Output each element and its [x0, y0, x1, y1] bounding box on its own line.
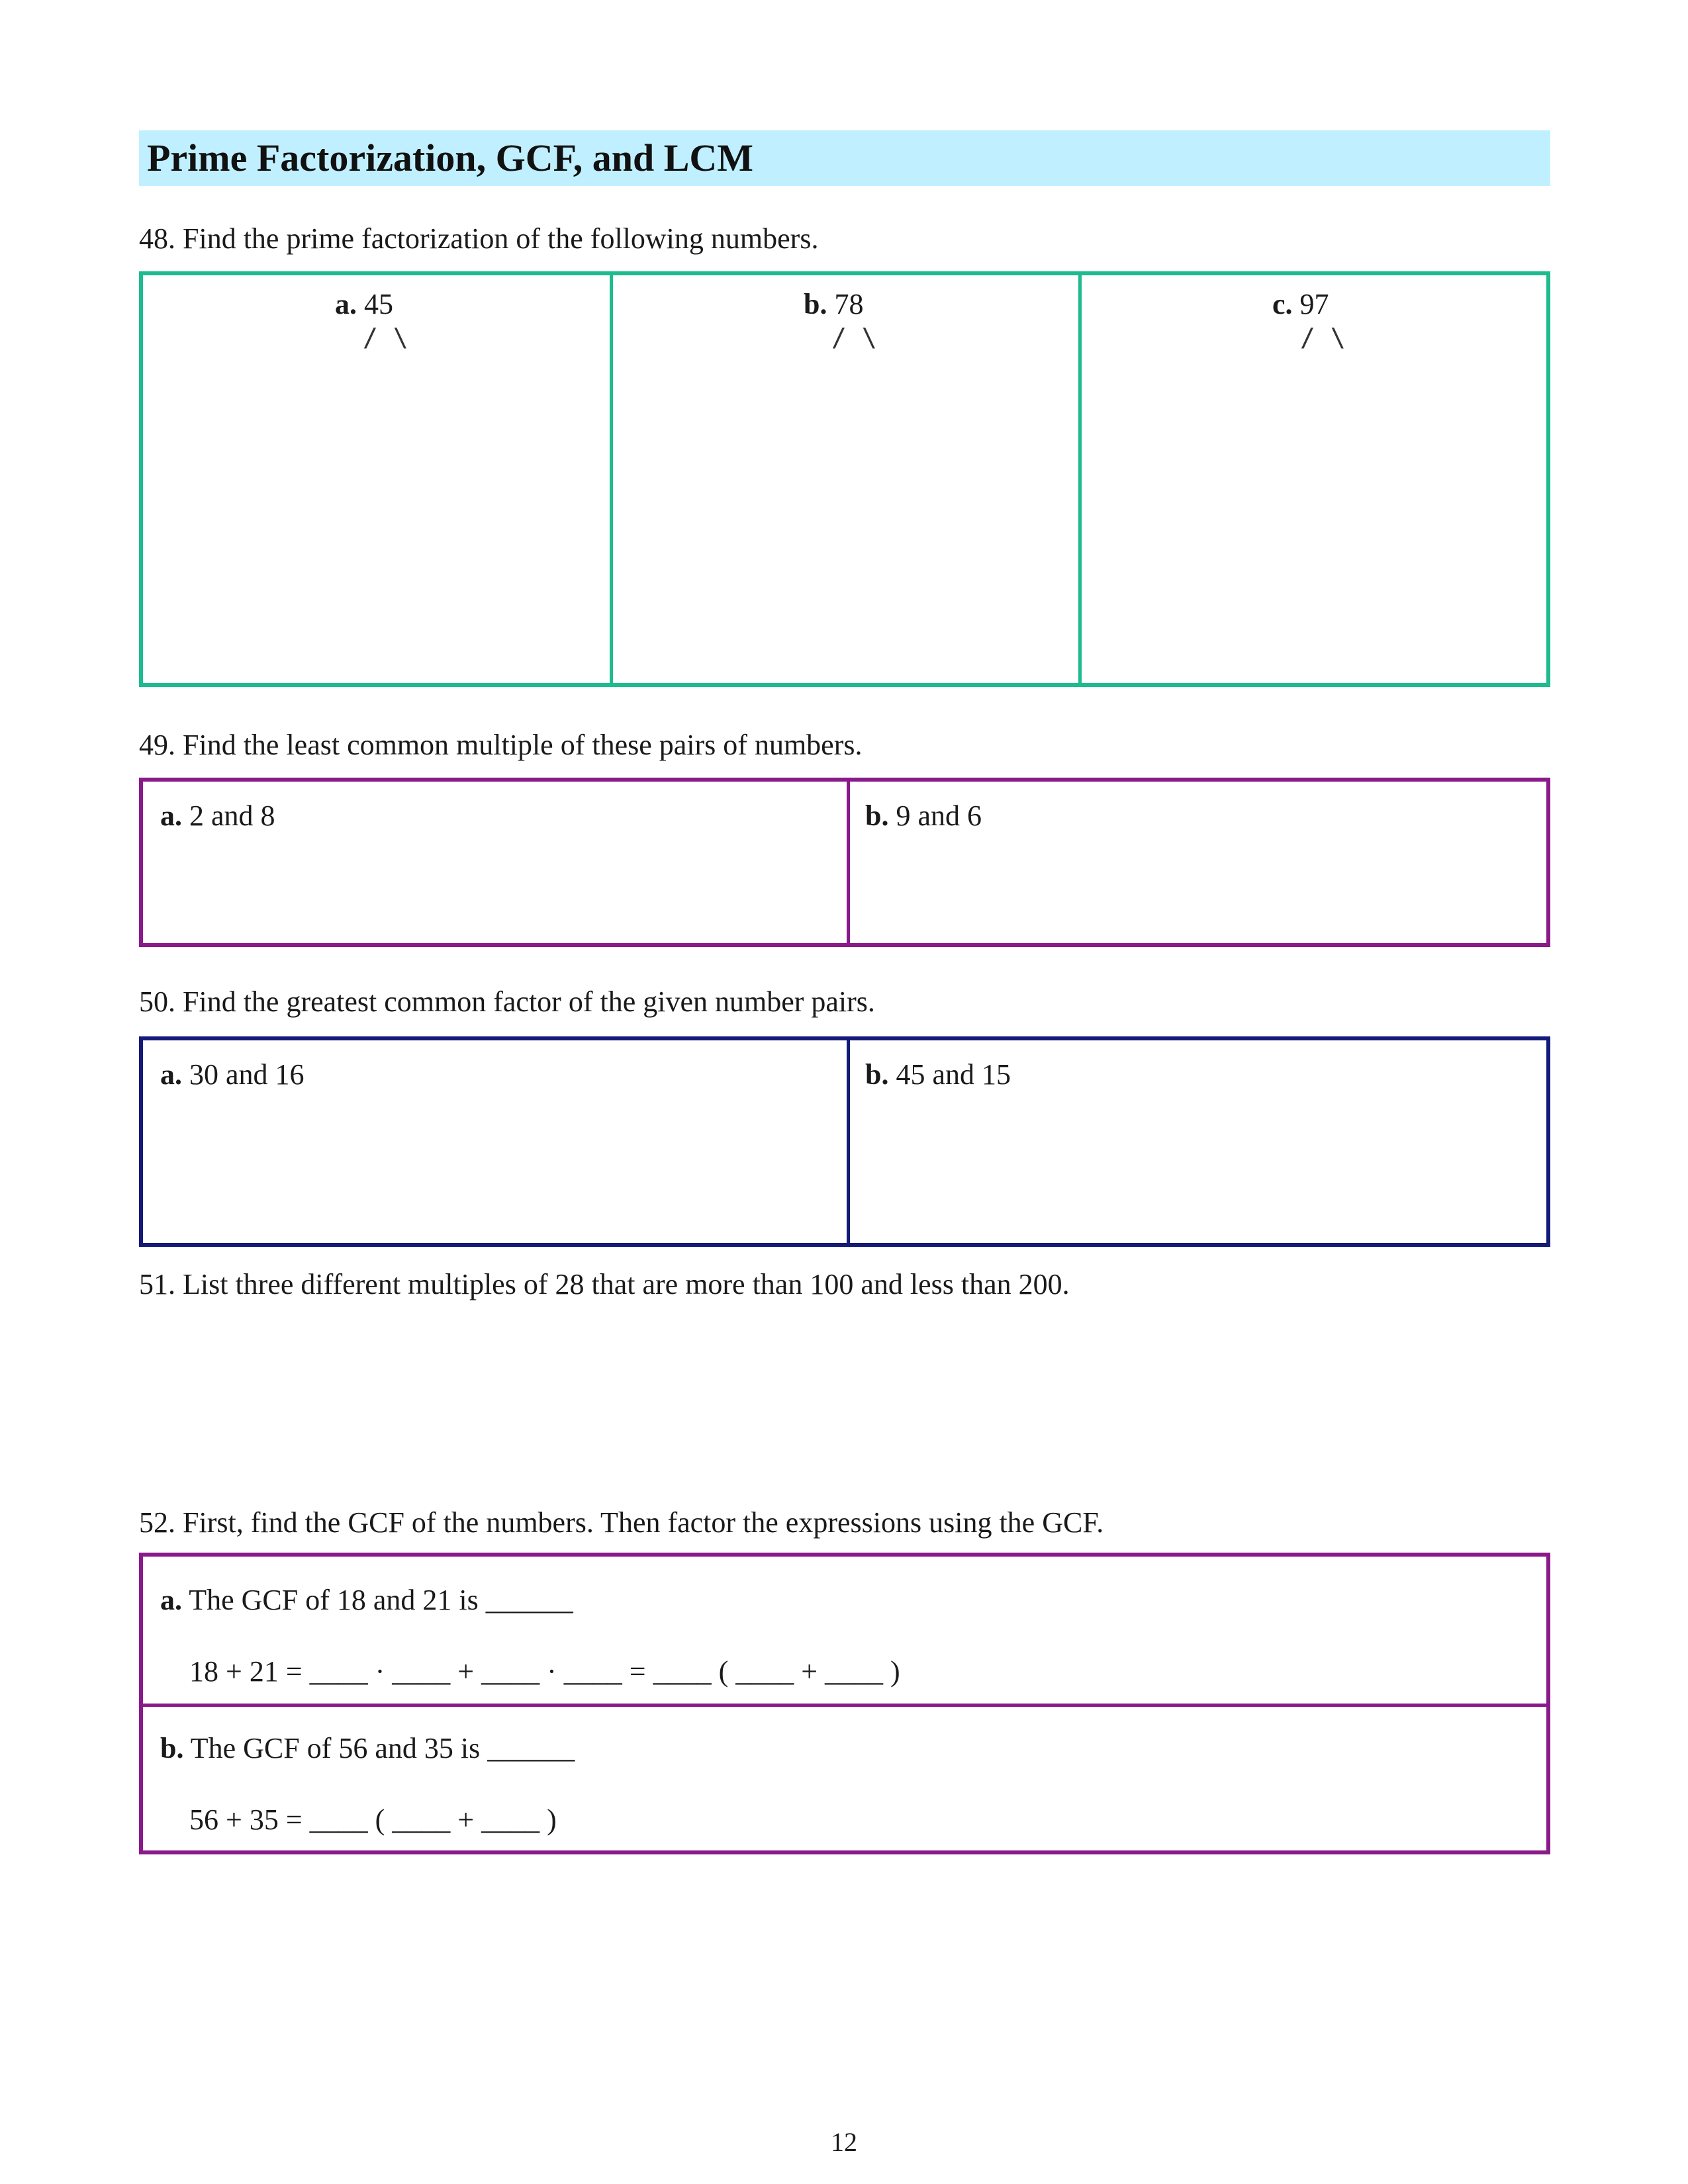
- item-letter: b.: [865, 799, 889, 832]
- item-letter: a.: [335, 288, 357, 320]
- factor-tree-branch: / \: [831, 323, 877, 352]
- item-text: 2 and 8: [189, 799, 275, 832]
- q48-prompt: 48. Find the prime factorization of the following numbers.: [139, 222, 819, 255]
- factor-tree-branch: / \: [1300, 323, 1346, 352]
- q52-prompt: 52. First, find the GCF of the numbers. Then factor the expressions using the GCF.: [139, 1506, 1104, 1539]
- item-text: 30 and 16: [189, 1058, 305, 1091]
- q49-divider: [847, 782, 850, 943]
- q50-item-b: [865, 1058, 1011, 1092]
- item-number: 97: [1299, 288, 1329, 320]
- q48-item-b: [804, 287, 863, 322]
- item-letter: a.: [160, 1058, 182, 1091]
- item-text: The GCF of 18 and 21 is ______: [189, 1584, 573, 1616]
- q52-item-b: [160, 1731, 575, 1766]
- q48-answer-box: [139, 271, 1550, 687]
- item-number: 45: [364, 288, 393, 320]
- section-title-bar: [139, 130, 1550, 186]
- q52-answer-box: [139, 1553, 1550, 1854]
- q50-divider: [847, 1040, 850, 1243]
- q52-expression-b: 56 + 35 = ____ ( ____ + ____ ): [189, 1803, 557, 1836]
- item-text: The GCF of 56 and 35 is ______: [190, 1732, 575, 1764]
- item-number: 78: [834, 288, 864, 320]
- factor-tree-branch: / \: [363, 323, 408, 352]
- item-letter: a.: [160, 1584, 182, 1616]
- q49-item-a: [160, 799, 275, 833]
- page-number: 12: [831, 2127, 857, 2157]
- q50-item-a: [160, 1058, 305, 1092]
- q48-divider: [610, 275, 613, 683]
- q52-item-a: [160, 1583, 573, 1617]
- q52-divider: [143, 1704, 1546, 1707]
- item-letter: a.: [160, 799, 182, 832]
- q49-answer-box: [139, 778, 1550, 947]
- item-letter: b.: [160, 1732, 184, 1764]
- item-letter: c.: [1272, 288, 1293, 320]
- q51-prompt: 51. List three different multiples of 28 that are more than 100 and less than 200.: [139, 1268, 1070, 1300]
- q50-prompt: 50. Find the greatest common factor of the given number pairs.: [139, 985, 875, 1018]
- q48-item-a: [335, 287, 393, 322]
- q48-item-c: [1272, 287, 1329, 322]
- item-text: 9 and 6: [896, 799, 982, 832]
- item-letter: b.: [865, 1058, 889, 1091]
- page-title: Prime Factorization, GCF, and LCM: [147, 136, 754, 179]
- q48-divider: [1078, 275, 1082, 683]
- item-letter: b.: [804, 288, 827, 320]
- q49-prompt: 49. Find the least common multiple of these pairs of numbers.: [139, 729, 863, 761]
- item-text: 45 and 15: [896, 1058, 1011, 1091]
- q49-item-b: [865, 799, 982, 833]
- q50-answer-box: [139, 1036, 1550, 1247]
- q52-expression-a: 18 + 21 = ____ · ____ + ____ · ____ = ____ ( ____ + ____ ): [189, 1655, 900, 1688]
